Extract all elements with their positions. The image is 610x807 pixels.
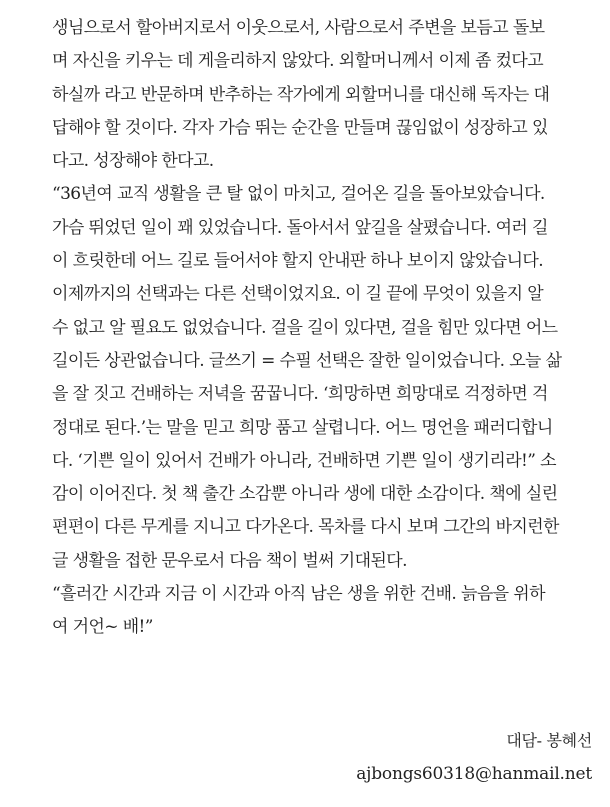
text-line: 다고. 성장해야 한다고. [52, 151, 214, 172]
text-line: 며 자신을 키우는 데 게을리하지 않았다. 외할머니께서 이제 좀 컸다고 [52, 51, 544, 72]
text-line: 답해야 할 것이다. 각자 가슴 뛰는 순간을 만들며 끊임없이 성장하고 있 [52, 117, 548, 138]
text-line: 가슴 뛰었던 일이 꽤 있었습니다. 돌아서서 앞길을 살폈습니다. 여러 길 [52, 217, 548, 238]
text-line: 글 생활을 접한 문우로서 다음 책이 벌써 기대된다. [52, 550, 407, 571]
text-line: 다. ‘기쁜 일이 있어서 건배가 아니라, 건배하면 기쁜 일이 생기리라!” 소 [52, 450, 556, 471]
text-line: “흘러간 시간과 지금 이 시간과 아직 남은 생을 위한 건배. 늙음을 위하 [52, 584, 545, 605]
text-line: 편편이 다른 무게를 지니고 다가온다. 목차를 다시 보며 그간의 바지런한 [52, 517, 559, 538]
text-line: 이 흐릿한데 어느 길로 들어서야 할지 안내판 하나 보이지 않았습니다. [52, 251, 544, 272]
interviewer-credit: 대담- 봉혜선 [506, 731, 592, 750]
text-line: 수 없고 알 필요도 없었습니다. 걸을 길이 있다면, 걸을 힘만 있다면 어느 [52, 317, 558, 338]
text-line: 하실까 라고 반문하며 반추하는 작가에게 외할머니를 대신해 독자는 대 [52, 84, 550, 105]
text-line: 길이든 상관없습니다. 글쓰기 = 수필 선택은 잘한 일이었습니다. 오늘 삶 [52, 350, 562, 371]
paragraph [52, 178, 600, 578]
text-line: 을 잘 짓고 건배하는 저녁을 꿈꿉니다. ‘희망하면 희망대로 걱정하면 걱 [52, 384, 548, 405]
paragraph [52, 12, 600, 178]
text-line: 감이 이어진다. 첫 책 출간 소감뿐 아니라 생에 대한 소감이다. 책에 실린 [52, 484, 558, 505]
article-body [52, 12, 600, 645]
text-line: 여 거언~ 배!” [52, 617, 153, 638]
paragraph [52, 578, 600, 645]
email-address: ajbongs60318@hanmail.net [356, 764, 592, 784]
text-line: 생님으로서 할아버지로서 이웃으로서, 사람으로서 주변을 보듬고 돌보 [52, 18, 545, 38]
text-line: 정대로 된다.’는 말을 믿고 희망 품고 살렵니다. 어느 명언을 패러디합니 [52, 417, 553, 438]
text-line: 이제까지의 선택과는 다른 선택이었지요. 이 길 끝에 무엇이 있을지 알 [52, 284, 544, 305]
text-line: “36년여 교직 생활을 큰 탈 없이 마치고, 걸어온 길을 돌아보았습니다. [52, 184, 545, 205]
